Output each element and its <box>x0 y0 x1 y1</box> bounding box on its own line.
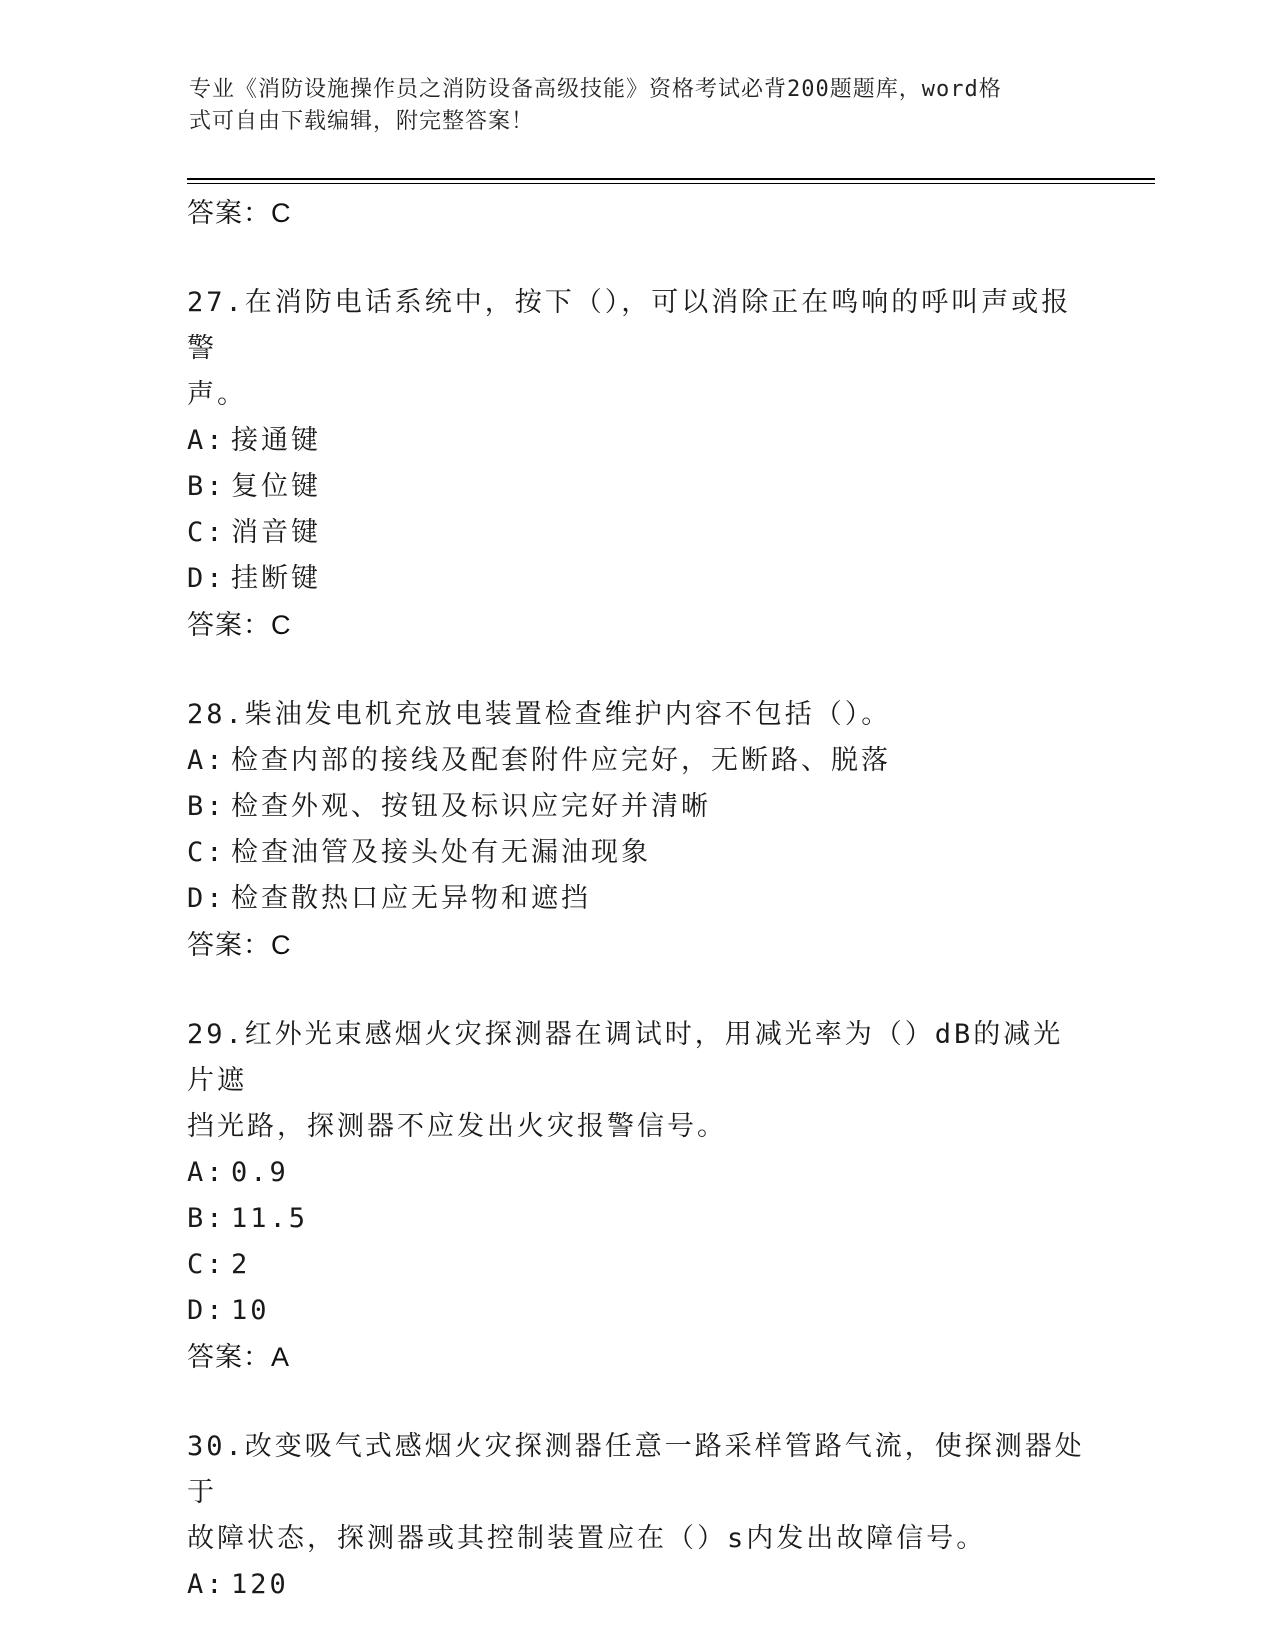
answer-line: 答案：C <box>187 930 292 960</box>
option-letter: C: <box>187 837 226 868</box>
option-text: 120 <box>231 1569 289 1600</box>
option-text: 0.9 <box>231 1157 289 1188</box>
option-d <box>187 1288 1087 1334</box>
option-letter: A: <box>187 1157 226 1188</box>
question-stem <box>187 692 1087 738</box>
option-b <box>187 784 1087 830</box>
question-text-line-2: 挡光路，探测器不应发出火灾报警信号。 <box>187 1111 727 1142</box>
option-letter: C: <box>187 517 226 548</box>
option-text: 接通键 <box>231 425 321 456</box>
option-letter: A: <box>187 425 226 456</box>
option-d <box>187 556 1087 602</box>
question-text-line-2: 故障状态，探测器或其控制装置应在（）s内发出故障信号。 <box>187 1523 987 1554</box>
question-number: 27. <box>187 287 245 318</box>
header-divider-thick <box>187 178 1155 180</box>
option-b <box>187 1196 1087 1242</box>
question-number: 30. <box>187 1431 245 1462</box>
option-text: 检查油管及接头处有无漏油现象 <box>231 837 651 868</box>
header-line-2: 式可自由下载编辑，附完整答案！ <box>189 109 535 134</box>
option-text: 消音键 <box>231 517 321 548</box>
question-30 <box>187 1424 1087 1608</box>
question-29 <box>187 1012 1087 1380</box>
option-letter: B: <box>187 1203 226 1234</box>
option-letter: D: <box>187 883 226 914</box>
question-stem <box>187 280 1087 372</box>
option-text: 复位键 <box>231 471 321 502</box>
question-text-line-1: 在消防电话系统中，按下（），可以消除正在鸣响的呼叫声或报警 <box>187 287 1072 364</box>
option-a <box>187 1150 1087 1196</box>
document-header <box>189 74 1069 138</box>
option-letter: B: <box>187 791 226 822</box>
option-text: 11.5 <box>231 1203 309 1234</box>
answer-line: 答案：C <box>187 198 292 228</box>
question-number: 28. <box>187 699 245 730</box>
option-a <box>187 1562 1087 1608</box>
option-letter: C: <box>187 1249 226 1280</box>
option-c <box>187 510 1087 556</box>
option-letter: D: <box>187 1295 226 1326</box>
question-text-line-1: 红外光束感烟火灾探测器在调试时，用减光率为（）dB的减光片遮 <box>187 1019 1064 1096</box>
option-a <box>187 738 1087 784</box>
answer-line: 答案：A <box>187 1342 291 1372</box>
option-text: 2 <box>231 1249 251 1280</box>
question-text-line-2: 声。 <box>187 379 247 410</box>
question-list <box>187 190 1087 1608</box>
question-stem <box>187 1012 1087 1104</box>
answer-line: 答案：C <box>187 610 292 640</box>
option-d <box>187 876 1087 922</box>
option-text: 挂断键 <box>231 563 321 594</box>
option-text: 检查外观、按钮及标识应完好并清晰 <box>231 791 711 822</box>
option-c <box>187 830 1087 876</box>
option-letter: A: <box>187 1569 226 1600</box>
question-number: 29. <box>187 1019 245 1050</box>
option-text: 检查散热口应无异物和遮挡 <box>231 883 591 914</box>
question-28 <box>187 692 1087 968</box>
option-text: 检查内部的接线及配套附件应完好，无断路、脱落 <box>231 745 891 776</box>
option-a <box>187 418 1087 464</box>
question-text-line-1: 柴油发电机充放电装置检查维护内容不包括（）。 <box>244 699 892 730</box>
question-stem <box>187 1424 1087 1516</box>
option-letter: B: <box>187 471 226 502</box>
header-line-1: 专业《消防设施操作员之消防设备高级技能》资格考试必背200题题库，word格 <box>189 77 1002 102</box>
header-divider-thin <box>187 183 1155 184</box>
option-letter: D: <box>187 563 226 594</box>
option-letter: A: <box>187 745 226 776</box>
question-27 <box>187 280 1087 648</box>
question-text-line-1: 改变吸气式感烟火灾探测器任意一路采样管路气流，使探测器处于 <box>187 1431 1085 1508</box>
option-c <box>187 1242 1087 1288</box>
option-b <box>187 464 1087 510</box>
option-text: 10 <box>231 1295 270 1326</box>
